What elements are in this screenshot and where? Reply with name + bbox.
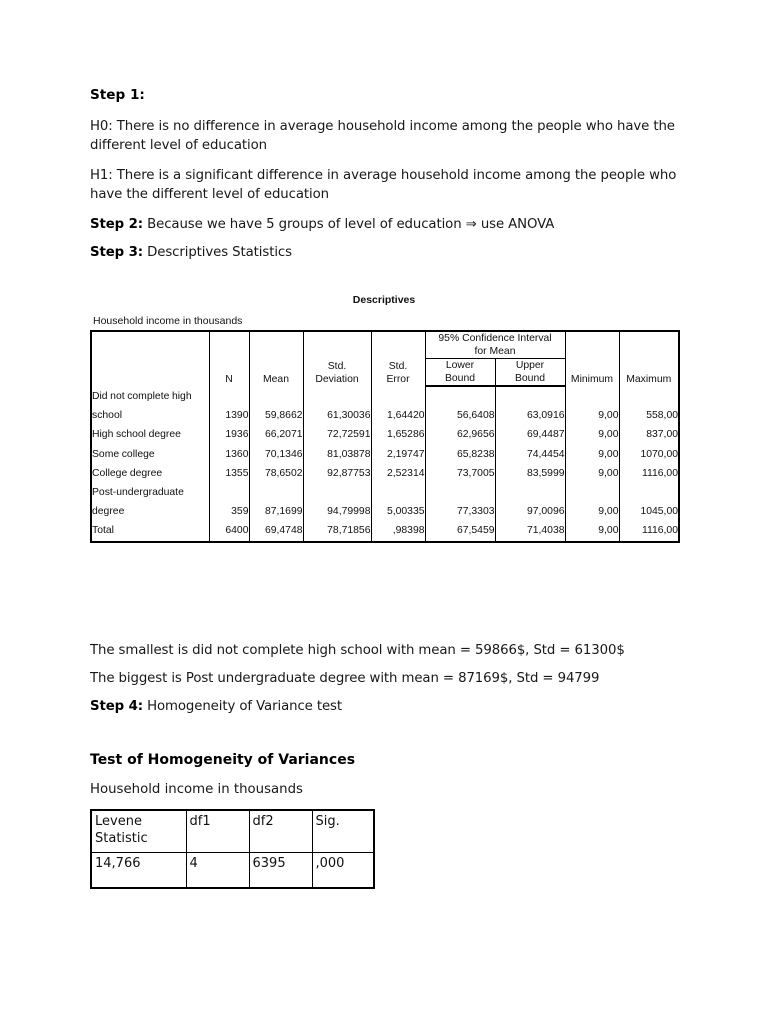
descriptives-cell-mean: 78,6502 — [249, 464, 303, 483]
header-blank-corner — [91, 331, 209, 386]
table-row — [91, 445, 679, 464]
descriptives-table-head — [91, 331, 679, 386]
descriptives-cell-lower-bound: 62,9656 — [425, 425, 495, 444]
descriptives-cell-lower-bound: 56,6408 — [425, 386, 495, 425]
step-3-text: Descriptives Statistics — [142, 245, 292, 260]
descriptives-cell-mean: 69,4748 — [249, 521, 303, 541]
header-lower-bound-line1: Lower — [445, 360, 475, 371]
descriptives-cell-upper-bound: 83,5999 — [495, 464, 565, 483]
cell-filler — [250, 387, 303, 406]
descriptives-cell-upper-bound: 63,0916 — [495, 386, 565, 425]
levene-header-df1: df1 — [186, 810, 249, 852]
cell-filler — [566, 387, 619, 406]
cell-filler — [210, 387, 249, 406]
descriptives-table-body — [91, 386, 679, 542]
descriptives-cell-minimum: 9,00 — [565, 386, 619, 425]
descriptives-cell-upper-bound: 97,0096 — [495, 483, 565, 521]
descriptives-row-label: Did not complete high school — [91, 386, 209, 425]
descriptives-cell-minimum: 9,00 — [565, 464, 619, 483]
header-std-deviation-line1: Std. — [327, 361, 347, 372]
cell-filler — [426, 387, 495, 406]
header-n-label: N — [225, 374, 233, 385]
cell-filler — [250, 483, 303, 502]
step-2-paragraph — [90, 215, 680, 234]
cell-filler — [496, 483, 565, 502]
descriptives-cell-n: 1355 — [209, 464, 249, 483]
header-upper-bound-line2: Bound — [514, 373, 546, 384]
table-row — [91, 483, 679, 521]
descriptives-cell-n: 1390 — [209, 386, 249, 425]
header-lower-bound-line2: Bound — [444, 373, 476, 384]
descriptives-cell-n: 1360 — [209, 445, 249, 464]
findings-block — [90, 641, 680, 725]
descriptives-cell-std-deviation: 78,71856 — [303, 521, 371, 541]
descriptives-cell-maximum: 1116,00 — [619, 521, 679, 541]
levene-value-df1: 4 — [186, 852, 249, 888]
descriptives-cell-mean: 66,2071 — [249, 425, 303, 444]
step-4-label: Step 4: — [90, 699, 143, 714]
descriptives-cell-std-deviation: 61,30036 — [303, 386, 371, 425]
cell-filler — [496, 387, 565, 406]
step-4-paragraph — [90, 697, 680, 716]
table-row — [91, 386, 679, 425]
descriptives-header-group-row — [91, 331, 679, 359]
descriptives-cell-std-deviation: 94,79998 — [303, 483, 371, 521]
header-std-deviation-line2: Deviation — [315, 374, 359, 385]
header-lower-bound — [425, 359, 495, 387]
descriptives-table-title: Descriptives — [352, 294, 416, 306]
header-confidence-interval-group — [425, 331, 565, 359]
levene-value-df2: 6395 — [249, 852, 312, 888]
table-row — [91, 425, 679, 444]
descriptives-cell-std-error: 1,64420 — [371, 386, 425, 425]
descriptives-cell-maximum: 837,00 — [619, 425, 679, 444]
descriptives-cell-lower-bound: 65,8238 — [425, 445, 495, 464]
descriptives-cell-upper-bound: 71,4038 — [495, 521, 565, 541]
cell-filler — [426, 483, 495, 502]
prose-block — [90, 86, 680, 271]
levene-data-row — [91, 852, 374, 888]
descriptives-cell-std-deviation: 72,72591 — [303, 425, 371, 444]
step-1-heading: Step 1: — [90, 87, 145, 103]
header-ci-group-line1: 95% Confidence Interval — [438, 333, 552, 344]
descriptives-cell-mean: 87,1699 — [249, 483, 303, 521]
descriptives-cell-mean: 70,1346 — [249, 445, 303, 464]
descriptives-row-label: College degree — [91, 464, 209, 483]
step-3-label: Step 3: — [90, 245, 143, 260]
null-hypothesis-text: H0: There is no difference in average household income among the people who have the different level of education — [90, 119, 675, 153]
header-minimum-label: Minimum — [570, 374, 614, 385]
descriptives-cell-n: 1936 — [209, 425, 249, 444]
descriptives-cell-maximum: 558,00 — [619, 386, 679, 425]
descriptives-table — [90, 330, 680, 543]
levene-value-statistic: 14,766 — [91, 852, 186, 888]
cell-filler — [620, 387, 679, 406]
step-3-paragraph — [90, 243, 680, 262]
descriptives-cell-lower-bound: 73,7005 — [425, 464, 495, 483]
descriptives-row-label: Total — [91, 521, 209, 541]
table-row — [91, 464, 679, 483]
descriptives-cell-minimum: 9,00 — [565, 521, 619, 541]
descriptives-row-label: Post-undergraduate degree — [91, 483, 209, 521]
descriptives-cell-n: 359 — [209, 483, 249, 521]
header-n — [209, 331, 249, 386]
cell-filler — [304, 387, 371, 406]
descriptives-cell-minimum: 9,00 — [565, 445, 619, 464]
descriptives-table-caption: Household income in thousands — [93, 315, 243, 327]
descriptives-cell-lower-bound: 67,5459 — [425, 521, 495, 541]
header-upper-bound-line1: Upper — [515, 360, 545, 371]
header-std-error — [371, 331, 425, 386]
levene-value-sig: ,000 — [312, 852, 374, 888]
descriptives-row-label: High school degree — [91, 425, 209, 444]
descriptives-cell-std-deviation: 92,87753 — [303, 464, 371, 483]
alternative-hypothesis-text: H1: There is a significant difference in average household income among the people who have the different level of education — [90, 168, 677, 202]
descriptives-cell-maximum: 1116,00 — [619, 464, 679, 483]
levene-header-sig: Sig. — [312, 810, 374, 852]
cell-filler — [620, 483, 679, 502]
descriptives-cell-upper-bound: 69,4487 — [495, 425, 565, 444]
step-4-text: Homogeneity of Variance test — [142, 699, 342, 714]
levene-header-statistic-line2: Statistic — [95, 831, 148, 846]
descriptives-cell-minimum: 9,00 — [565, 425, 619, 444]
cell-filler — [304, 483, 371, 502]
header-mean — [249, 331, 303, 386]
descriptives-cell-mean: 59,8662 — [249, 386, 303, 425]
header-maximum — [619, 331, 679, 386]
descriptives-row-label: Some college — [91, 445, 209, 464]
descriptives-cell-lower-bound: 77,3303 — [425, 483, 495, 521]
step-2-text: Because we have 5 groups of level of education ⇒ use ANOVA — [142, 217, 555, 232]
header-std-error-line1: Std. — [388, 361, 408, 372]
descriptives-cell-maximum: 1070,00 — [619, 445, 679, 464]
header-ci-group-line2: for Mean — [474, 346, 516, 357]
descriptives-cell-std-error: 5,00335 — [371, 483, 425, 521]
header-upper-bound — [495, 359, 565, 387]
smallest-finding-text: The smallest is did not complete high school with mean = 59866$, Std = 61300$ — [90, 643, 625, 658]
descriptives-cell-std-error: 2,52314 — [371, 464, 425, 483]
levene-table — [90, 809, 375, 889]
levene-section-heading: Test of Homogeneity of Variances — [90, 752, 356, 768]
levene-header-statistic-line1: Levene — [95, 814, 142, 829]
biggest-finding-text: The biggest is Post undergraduate degree with mean = 87169$, Std = 94799 — [90, 671, 600, 686]
descriptives-cell-std-error: 1,65286 — [371, 425, 425, 444]
header-minimum — [565, 331, 619, 386]
header-mean-label: Mean — [263, 374, 289, 385]
cell-filler — [210, 483, 249, 502]
table-row — [91, 521, 679, 541]
descriptives-cell-minimum: 9,00 — [565, 483, 619, 521]
descriptives-cell-std-error: ,98398 — [371, 521, 425, 541]
cell-filler — [566, 483, 619, 502]
levene-header-df2: df2 — [249, 810, 312, 852]
header-std-deviation — [303, 331, 371, 386]
levene-header-statistic — [91, 810, 186, 852]
descriptives-cell-upper-bound: 74,4454 — [495, 445, 565, 464]
cell-filler — [372, 483, 425, 502]
descriptives-cell-std-error: 2,19747 — [371, 445, 425, 464]
levene-table-caption: Household income in thousands — [90, 782, 303, 797]
step-2-label: Step 2: — [90, 217, 143, 232]
header-std-error-line2: Error — [386, 374, 410, 385]
levene-header-row — [91, 810, 374, 852]
descriptives-cell-std-deviation: 81,03878 — [303, 445, 371, 464]
header-maximum-label: Maximum — [626, 374, 672, 385]
cell-filler — [372, 387, 425, 406]
descriptives-cell-n: 6400 — [209, 521, 249, 541]
descriptives-cell-maximum: 1045,00 — [619, 483, 679, 521]
